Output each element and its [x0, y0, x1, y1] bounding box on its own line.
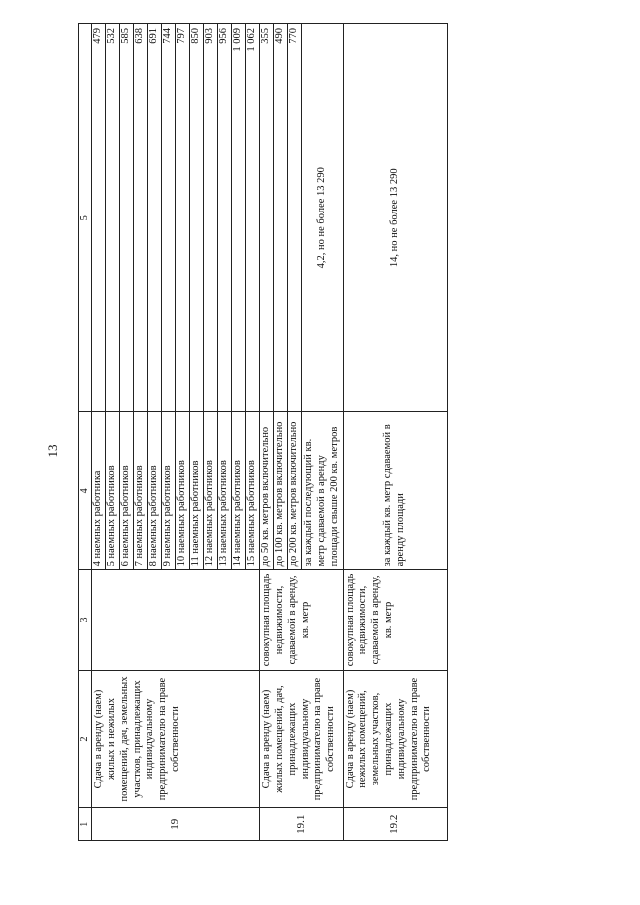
activity-cell: Сдача в аренду (наем) нежилых помещений, земельных участков, принадлежащих индивидуальному предпринимателю на праве собственности	[343, 670, 447, 808]
sub-item-value: 1 062	[246, 24, 260, 412]
header-col-4: 4	[79, 412, 92, 570]
sub-item-label: за каждый последующий кв. метр сдаваемой в аренду площади свыше 200 кв. метров	[302, 412, 343, 570]
sub-item-value: 797	[176, 24, 190, 412]
table-row	[92, 24, 106, 841]
indicator-cell	[92, 570, 260, 670]
row-number: 19	[92, 808, 260, 841]
sub-item-label: 7 наемных работников	[134, 412, 148, 570]
sub-item-value: 744	[162, 24, 176, 412]
page-number: 13	[45, 444, 60, 458]
sub-item-label: 5 наемных работников	[106, 412, 120, 570]
sub-item-value: 14, но не более 13 290	[343, 24, 447, 412]
sub-item-label: 6 наемных работников	[120, 412, 134, 570]
sub-item-value: 585	[120, 24, 134, 412]
sub-item-label: до 100 кв. метров включительно	[274, 412, 288, 570]
activity-cell: Сдача в аренду (наем) жилых и нежилых помещений, дач, земельных участков, принадлежащих индивидуальному предпринимателю на праве собственности	[92, 670, 260, 808]
sub-item-value: 956	[218, 24, 232, 412]
sub-item-label: до 200 кв. метров включительно	[288, 412, 302, 570]
rotated-page	[78, 23, 560, 841]
sub-item-value: 770	[288, 24, 302, 412]
header-col-1: 1	[79, 808, 92, 841]
header-col-2: 2	[79, 670, 92, 808]
sub-item-label: 13 наемных работников	[218, 412, 232, 570]
sub-item-value: 532	[106, 24, 120, 412]
sub-item-value: 638	[134, 24, 148, 412]
sub-item-value: 1 009	[232, 24, 246, 412]
sub-item-label: 10 наемных работников	[176, 412, 190, 570]
sub-item-label: до 50 кв. метров включительно	[260, 412, 274, 570]
sub-item-value: 4,2, но не более 13 290	[302, 24, 343, 412]
sub-item-label: за каждый кв. метр сдаваемой в аренду площади	[343, 412, 447, 570]
sub-item-label: 14 наемных работников	[232, 412, 246, 570]
header-row	[79, 24, 92, 841]
sub-item-value: 355	[260, 24, 274, 412]
row-number: 19.2	[343, 808, 447, 841]
activity-cell: Сдача в аренду (наем) жилых помещений, дач, принадлежащих индивидуальному предпринимателю на праве собственности	[260, 670, 343, 808]
header-col-5: 5	[79, 24, 92, 412]
header-col-3: 3	[79, 570, 92, 670]
sub-item-label: 11 наемных работников	[190, 412, 204, 570]
sub-item-label: 8 наемных работников	[148, 412, 162, 570]
sub-item-value: 850	[190, 24, 204, 412]
sub-item-value: 903	[204, 24, 218, 412]
sub-item-value: 479	[92, 24, 106, 412]
sub-item-label: 9 наемных работников	[162, 412, 176, 570]
row-number: 19.1	[260, 808, 343, 841]
indicator-cell: совокупная площадь недвижимости, сдаваемой в аренду, кв. метр	[260, 570, 343, 670]
table-row	[343, 24, 447, 841]
sub-item-value: 691	[148, 24, 162, 412]
indicator-cell: совокупная площадь недвижимости, сдаваемой в аренду, кв. метр	[343, 570, 447, 670]
sub-item-label: 15 наемных работников	[246, 412, 260, 570]
sub-item-label: 4 наемных работника	[92, 412, 106, 570]
table-row	[260, 24, 274, 841]
tariff-table	[78, 23, 448, 841]
sub-item-label: 12 наемных работников	[204, 412, 218, 570]
sub-item-value: 490	[274, 24, 288, 412]
